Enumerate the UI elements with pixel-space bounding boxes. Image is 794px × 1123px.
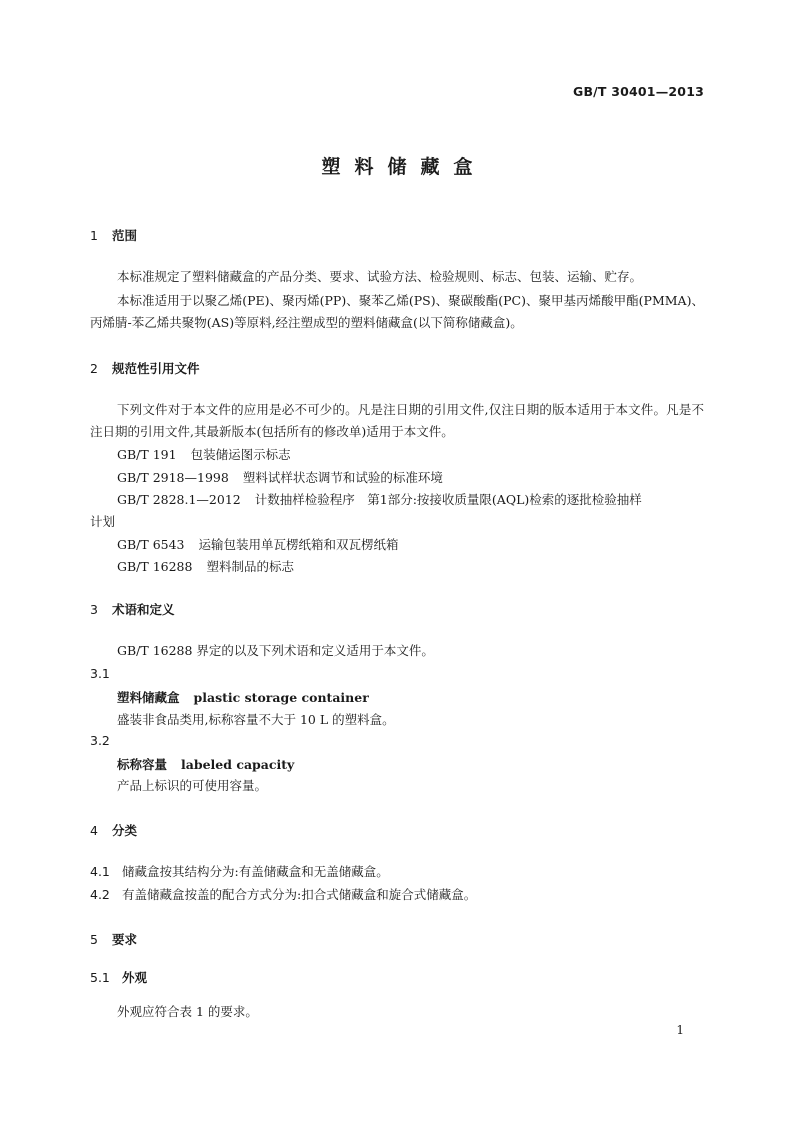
section-number: 4 bbox=[90, 823, 98, 838]
reference-item-continuation: 计划 bbox=[90, 514, 116, 529]
section-title: 规范性引用文件 bbox=[112, 361, 200, 376]
section-title: 范围 bbox=[112, 228, 138, 243]
section-title: 要求 bbox=[112, 932, 138, 947]
section-number: 1 bbox=[90, 228, 98, 243]
term-chinese: 塑料储藏盒 bbox=[117, 690, 180, 705]
section-number: 5 bbox=[90, 932, 98, 947]
term-entry bbox=[117, 688, 369, 706]
reference-code: GB/T 16288 bbox=[117, 559, 193, 574]
term-definition: 产品上标识的可使用容量。 bbox=[117, 778, 268, 793]
reference-title: 塑料试样状态调节和试验的标准环境 bbox=[242, 470, 443, 485]
item-text: 有盖储藏盒按盖的配合方式分为:扣合式储藏盒和旋合式储藏盒。 bbox=[122, 887, 477, 902]
reference-item bbox=[117, 468, 443, 486]
term-definition: 盛装非食品类用,标称容量不大于 10 L 的塑料盒。 bbox=[117, 712, 395, 727]
subsection-number: 5.1 bbox=[90, 970, 110, 985]
item-number: 4.2 bbox=[90, 887, 110, 902]
section-3-heading bbox=[90, 600, 175, 618]
reference-title: 塑料制品的标志 bbox=[206, 559, 294, 574]
appearance-requirement: 外观应符合表 1 的要求。 bbox=[117, 1004, 258, 1019]
term-english: plastic storage container bbox=[193, 690, 369, 705]
page-number: 1 bbox=[676, 1023, 684, 1037]
document-title: 塑料储藏盒 bbox=[321, 156, 487, 178]
standard-code: GB/T 30401—2013 bbox=[572, 84, 704, 99]
terms-intro: GB/T 16288 界定的以及下列术语和定义适用于本文件。 bbox=[117, 643, 434, 658]
references-intro: 下列文件对于本文件的应用是必不可少的。凡是注日期的引用文件,仅注日期的版本适用于本文件。凡是不注日期的引用文件,其最新版本(包括所有的修改单)适用于本文件。 bbox=[90, 402, 704, 439]
reference-title: 包装储运图示标志 bbox=[190, 447, 291, 462]
reference-code: GB/T 2918—1998 bbox=[117, 470, 229, 485]
reference-item bbox=[117, 557, 294, 575]
reference-item bbox=[117, 445, 291, 463]
classification-item bbox=[90, 885, 476, 903]
subsection-title: 外观 bbox=[122, 970, 148, 985]
term-number: 3.2 bbox=[90, 733, 110, 748]
term-chinese: 标称容量 bbox=[117, 757, 168, 772]
term-english: labeled capacity bbox=[181, 757, 295, 772]
section-2-heading bbox=[90, 359, 200, 377]
reference-code: GB/T 191 bbox=[117, 447, 177, 462]
scope-paragraph-1: 本标准规定了塑料储藏盒的产品分类、要求、试验方法、检验规则、标志、包装、运输、贮存。 bbox=[117, 269, 643, 284]
reference-code: GB/T 6543 bbox=[117, 537, 185, 552]
reference-item bbox=[117, 490, 642, 508]
term-number: 3.1 bbox=[90, 666, 110, 681]
classification-item bbox=[90, 862, 389, 880]
subsection-heading bbox=[90, 968, 147, 986]
scope-paragraph-2: 本标准适用于以聚乙烯(PE)、聚丙烯(PP)、聚苯乙烯(PS)、聚碳酸酯(PC)、聚甲基丙烯酸甲酯(PMMA)、丙烯腈-苯乙烯共聚物(AS)等原料,经注塑成型的塑料储藏盒(以下简称储藏盒)。 bbox=[90, 293, 704, 330]
reference-title: 运输包装用单瓦楞纸箱和双瓦楞纸箱 bbox=[198, 537, 399, 552]
item-text: 储藏盒按其结构分为:有盖储藏盒和无盖储藏盒。 bbox=[122, 864, 389, 879]
section-number: 2 bbox=[90, 361, 98, 376]
term-entry bbox=[117, 755, 294, 773]
reference-code: GB/T 2828.1—2012 bbox=[117, 492, 241, 507]
reference-title: 计数抽样检验程序 第1部分:按接收质量限(AQL)检索的逐批检验抽样 bbox=[254, 492, 642, 507]
section-5-heading bbox=[90, 930, 137, 948]
section-4-heading bbox=[90, 821, 137, 839]
section-number: 3 bbox=[90, 602, 98, 617]
section-title: 术语和定义 bbox=[112, 602, 175, 617]
section-1-heading bbox=[90, 226, 137, 244]
item-number: 4.1 bbox=[90, 864, 110, 879]
section-title: 分类 bbox=[112, 823, 138, 838]
reference-item bbox=[117, 535, 399, 553]
